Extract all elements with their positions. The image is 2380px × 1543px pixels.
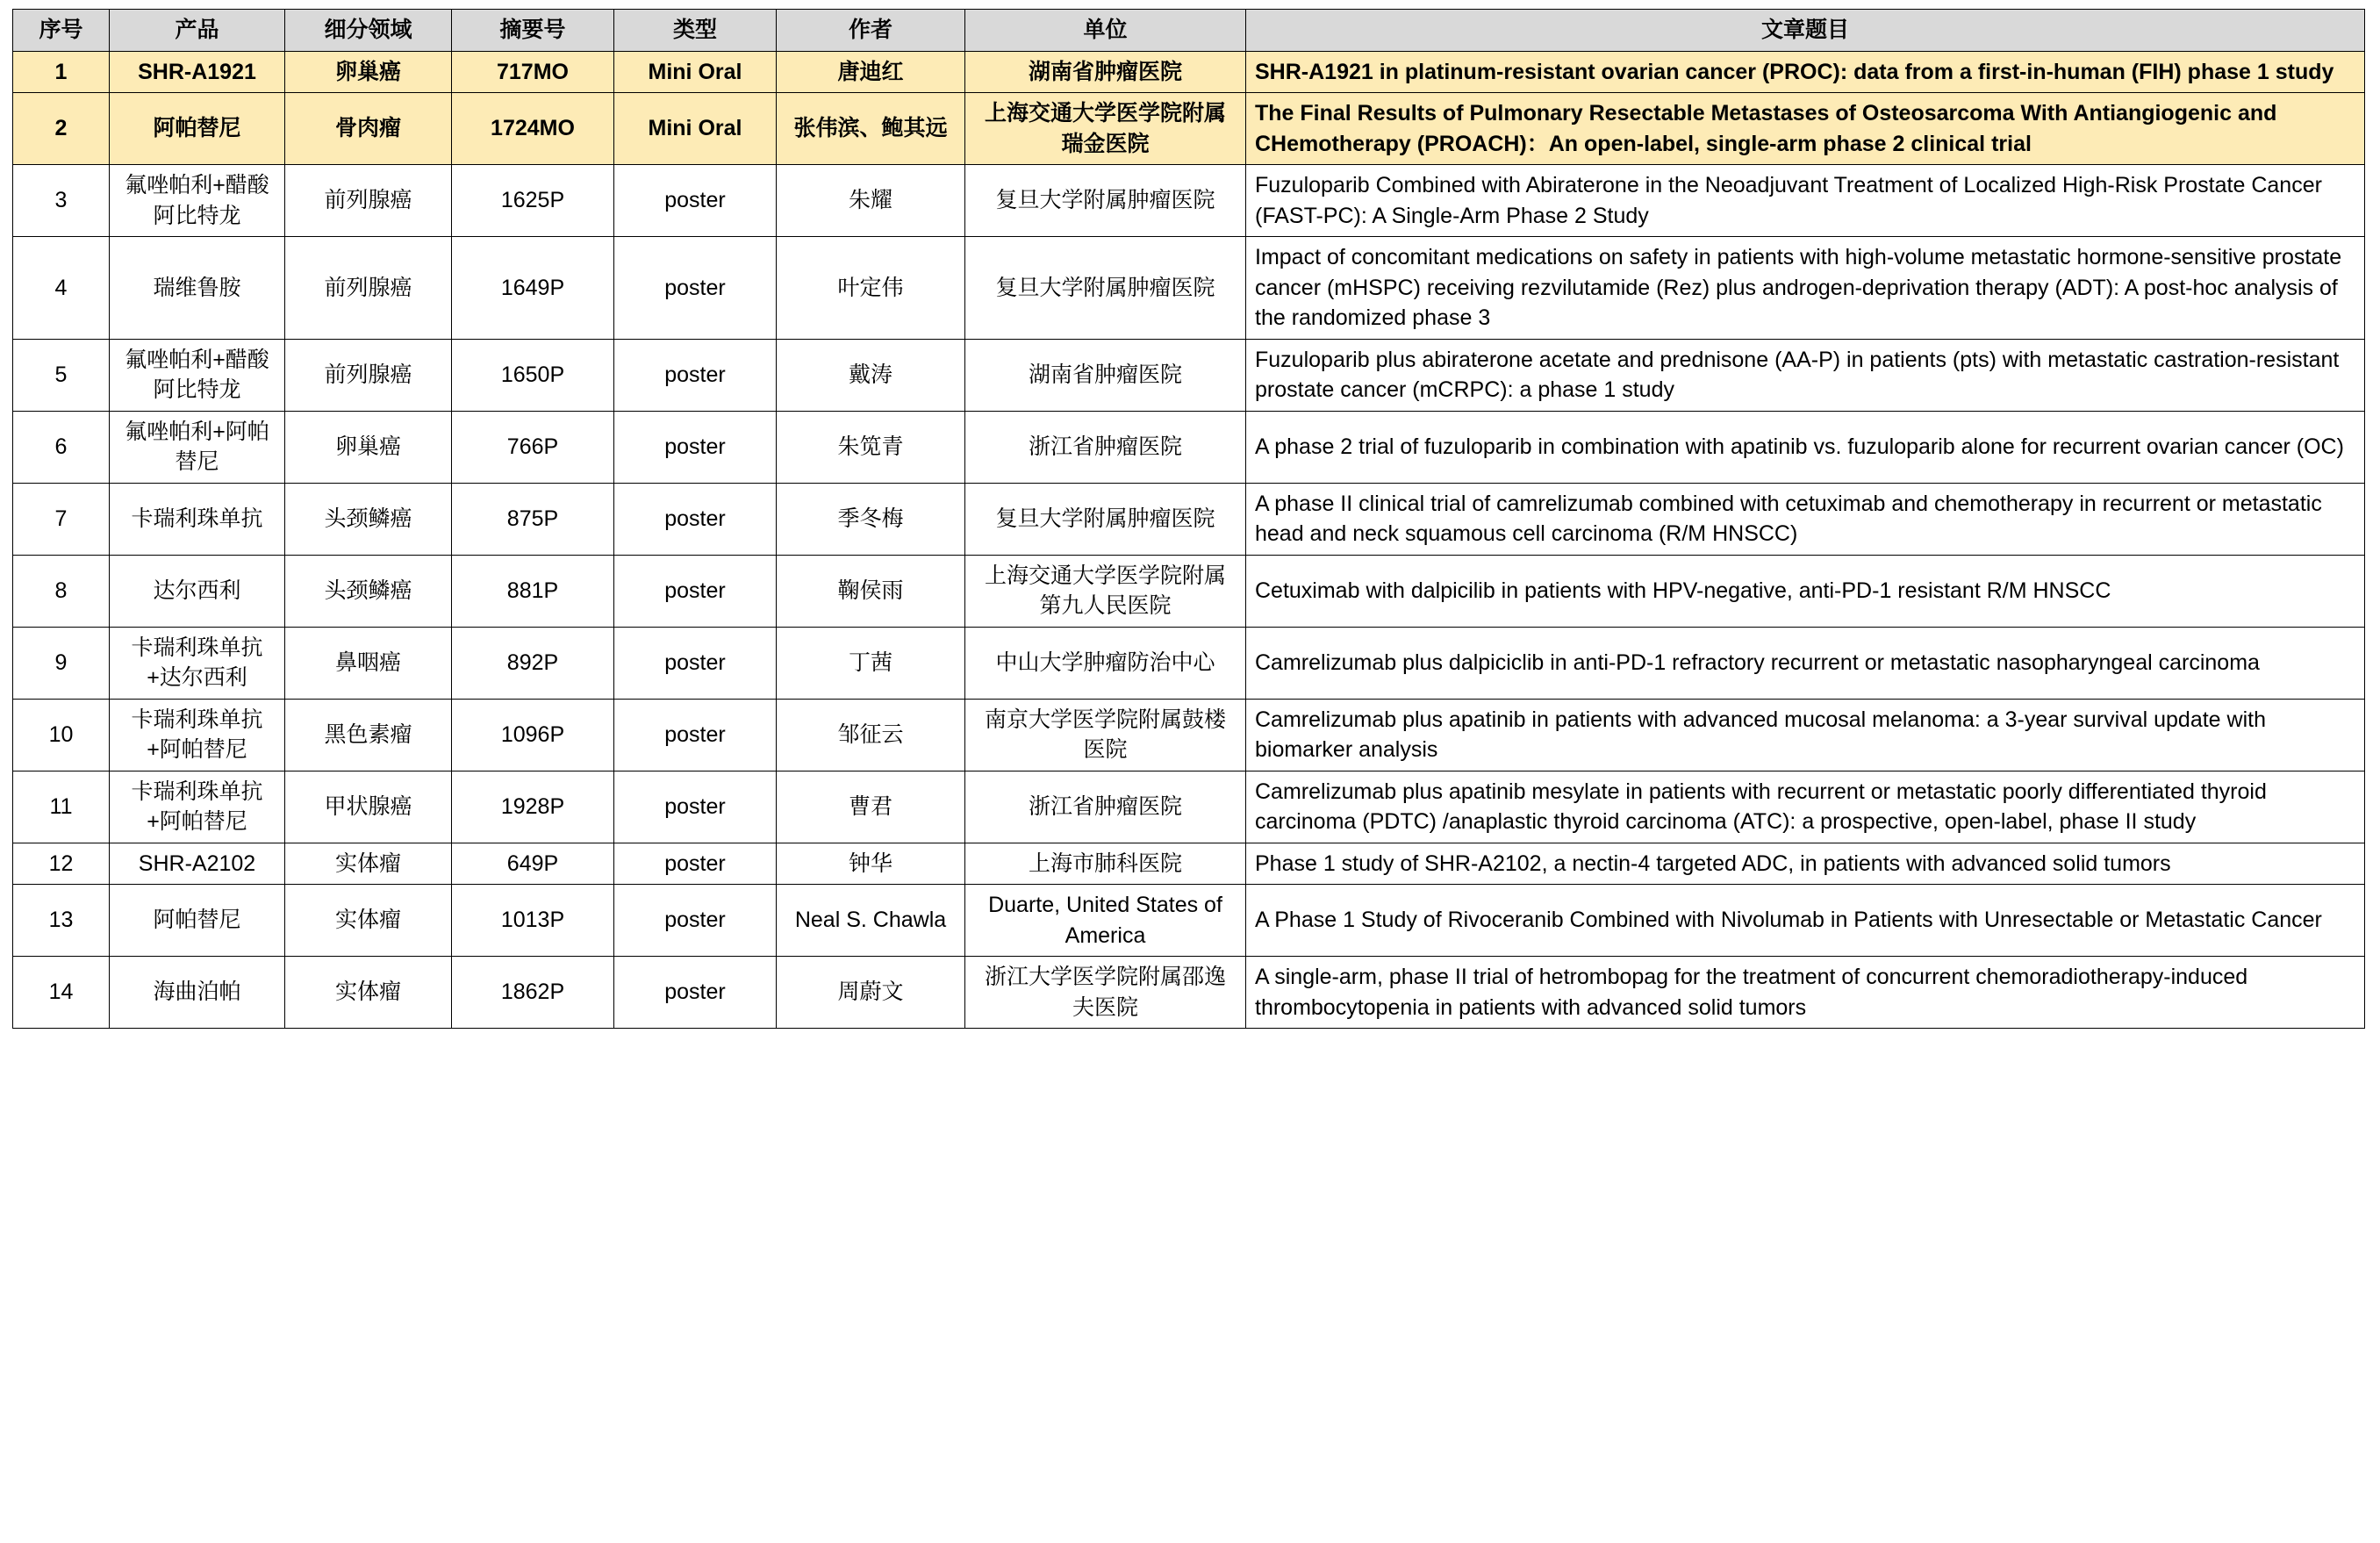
cell-product: 海曲泊帕 [110, 957, 285, 1029]
cell-title: A phase II clinical trial of camrelizumab combined with cetuximab and chemotherapy in recurrent or metastatic head and neck squamous cell carcinoma (R/M HNSCC) [1246, 483, 2365, 555]
cell-unit: 上海交通大学医学院附属第九人民医院 [965, 555, 1246, 627]
cell-type: poster [614, 699, 777, 771]
cell-abstract-no: 1649P [452, 237, 614, 340]
cell-title: The Final Results of Pulmonary Resectable Metastases of Osteosarcoma With Antiangiogenic and CHemotherapy (PROACH)：An open-label, single-arm phase 2 clinical trial [1246, 93, 2365, 165]
cell-type: poster [614, 627, 777, 699]
table-row [13, 93, 2365, 165]
cell-product: 阿帕替尼 [110, 93, 285, 165]
cell-abstract-no: 892P [452, 627, 614, 699]
cell-product: 卡瑞利珠单抗 [110, 483, 285, 555]
cell-product: 卡瑞利珠单抗+阿帕替尼 [110, 771, 285, 843]
cell-type: poster [614, 339, 777, 411]
cell-author: 朱笕青 [777, 411, 965, 483]
table-row [13, 165, 2365, 237]
cell-title: A single-arm, phase II trial of hetrombopag for the treatment of concurrent chemoradiotherapy-induced thrombocytopenia in patients with advanced solid tumors [1246, 957, 2365, 1029]
cell-title: Impact of concomitant medications on safety in patients with high-volume metastatic hormone-sensitive prostate cancer (mHSPC) receiving rezvilutamide (Rez) plus androgen-deprivation therapy (ADT): A post-hoc analysis of the randomized phase 3 [1246, 237, 2365, 340]
column-header-index: 序号 [13, 10, 110, 52]
cell-unit: 上海交通大学医学院附属瑞金医院 [965, 93, 1246, 165]
cell-abstract-no: 1625P [452, 165, 614, 237]
cell-unit: 浙江大学医学院附属邵逸夫医院 [965, 957, 1246, 1029]
cell-unit: 中山大学肿瘤防治中心 [965, 627, 1246, 699]
cell-field: 甲状腺癌 [285, 771, 452, 843]
cell-author: 鞠侯雨 [777, 555, 965, 627]
cell-abstract-no: 649P [452, 843, 614, 885]
cell-product: 氟唑帕利+醋酸阿比特龙 [110, 339, 285, 411]
cell-abstract-no: 881P [452, 555, 614, 627]
cell-type: poster [614, 483, 777, 555]
table-row [13, 957, 2365, 1029]
cell-product: SHR-A2102 [110, 843, 285, 885]
cell-product: 卡瑞利珠单抗+达尔西利 [110, 627, 285, 699]
cell-author: 张伟滨、鲍其远 [777, 93, 965, 165]
cell-index: 14 [13, 957, 110, 1029]
table-header [13, 10, 2365, 52]
table-row [13, 51, 2365, 93]
cell-author: 曹君 [777, 771, 965, 843]
cell-index: 3 [13, 165, 110, 237]
column-header-author: 作者 [777, 10, 965, 52]
cell-title: Camrelizumab plus dalpiciclib in anti-PD-1 refractory recurrent or metastatic nasopharyngeal carcinoma [1246, 627, 2365, 699]
table-row [13, 411, 2365, 483]
column-header-field: 细分领域 [285, 10, 452, 52]
cell-abstract-no: 1862P [452, 957, 614, 1029]
cell-product: 氟唑帕利+醋酸阿比特龙 [110, 165, 285, 237]
cell-type: Mini Oral [614, 93, 777, 165]
cell-field: 卵巢癌 [285, 411, 452, 483]
cell-product: 阿帕替尼 [110, 885, 285, 957]
cell-author: 朱耀 [777, 165, 965, 237]
cell-author: 邹征云 [777, 699, 965, 771]
cell-abstract-no: 1650P [452, 339, 614, 411]
cell-type: poster [614, 237, 777, 340]
cell-index: 13 [13, 885, 110, 957]
cell-unit: 复旦大学附属肿瘤医院 [965, 165, 1246, 237]
cell-index: 12 [13, 843, 110, 885]
cell-index: 4 [13, 237, 110, 340]
cell-field: 前列腺癌 [285, 339, 452, 411]
cell-author: 周蔚文 [777, 957, 965, 1029]
cell-abstract-no: 875P [452, 483, 614, 555]
cell-title: Camrelizumab plus apatinib in patients with advanced mucosal melanoma: a 3-year survival update with biomarker analysis [1246, 699, 2365, 771]
cell-author: 叶定伟 [777, 237, 965, 340]
table-row [13, 771, 2365, 843]
column-header-title: 文章题目 [1246, 10, 2365, 52]
cell-unit: 湖南省肿瘤医院 [965, 339, 1246, 411]
column-header-abstract-no: 摘要号 [452, 10, 614, 52]
cell-field: 骨肉瘤 [285, 93, 452, 165]
cell-abstract-no: 1724MO [452, 93, 614, 165]
cell-author: 季冬梅 [777, 483, 965, 555]
cell-product: SHR-A1921 [110, 51, 285, 93]
cell-unit: 南京大学医学院附属鼓楼医院 [965, 699, 1246, 771]
table-body [13, 51, 2365, 1029]
column-header-product: 产品 [110, 10, 285, 52]
cell-type: poster [614, 411, 777, 483]
cell-unit: 复旦大学附属肿瘤医院 [965, 483, 1246, 555]
cell-title: A Phase 1 Study of Rivoceranib Combined with Nivolumab in Patients with Unresectable or Metastatic Cancer [1246, 885, 2365, 957]
cell-field: 卵巢癌 [285, 51, 452, 93]
cell-field: 实体瘤 [285, 843, 452, 885]
cell-unit: Duarte, United States of America [965, 885, 1246, 957]
cell-field: 头颈鳞癌 [285, 483, 452, 555]
cell-index: 8 [13, 555, 110, 627]
cell-abstract-no: 717MO [452, 51, 614, 93]
cell-product: 卡瑞利珠单抗+阿帕替尼 [110, 699, 285, 771]
cell-title: A phase 2 trial of fuzuloparib in combination with apatinib vs. fuzuloparib alone for recurrent ovarian cancer (OC) [1246, 411, 2365, 483]
cell-unit: 湖南省肿瘤医院 [965, 51, 1246, 93]
cell-author: 唐迪红 [777, 51, 965, 93]
cell-type: Mini Oral [614, 51, 777, 93]
table-row [13, 843, 2365, 885]
cell-type: poster [614, 843, 777, 885]
cell-index: 5 [13, 339, 110, 411]
table-row [13, 699, 2365, 771]
cell-field: 黑色素瘤 [285, 699, 452, 771]
cell-field: 实体瘤 [285, 885, 452, 957]
cell-unit: 上海市肺科医院 [965, 843, 1246, 885]
cell-abstract-no: 1096P [452, 699, 614, 771]
cell-title: Fuzuloparib plus abiraterone acetate and prednisone (AA-P) in patients (pts) with metastatic castration-resistant prostate cancer (mCRPC): a phase 1 study [1246, 339, 2365, 411]
cell-field: 头颈鳞癌 [285, 555, 452, 627]
cell-abstract-no: 766P [452, 411, 614, 483]
cell-product: 氟唑帕利+阿帕替尼 [110, 411, 285, 483]
cell-author: 丁茜 [777, 627, 965, 699]
cell-title: SHR-A1921 in platinum-resistant ovarian cancer (PROC): data from a first-in-human (FIH) phase 1 study [1246, 51, 2365, 93]
cell-author: Neal S. Chawla [777, 885, 965, 957]
cell-index: 10 [13, 699, 110, 771]
cell-field: 实体瘤 [285, 957, 452, 1029]
cell-type: poster [614, 771, 777, 843]
cell-product: 达尔西利 [110, 555, 285, 627]
table-row [13, 627, 2365, 699]
cell-index: 9 [13, 627, 110, 699]
table-header-row [13, 10, 2365, 52]
cell-title: Fuzuloparib Combined with Abiraterone in the Neoadjuvant Treatment of Localized High-Risk Prostate Cancer (FAST-PC): A Single-Arm Phase 2 Study [1246, 165, 2365, 237]
cell-abstract-no: 1928P [452, 771, 614, 843]
table-row [13, 237, 2365, 340]
cell-field: 前列腺癌 [285, 237, 452, 340]
table-row [13, 885, 2365, 957]
cell-unit: 浙江省肿瘤医院 [965, 411, 1246, 483]
cell-type: poster [614, 555, 777, 627]
cell-author: 戴涛 [777, 339, 965, 411]
cell-index: 7 [13, 483, 110, 555]
cell-index: 1 [13, 51, 110, 93]
cell-type: poster [614, 885, 777, 957]
cell-abstract-no: 1013P [452, 885, 614, 957]
cell-author: 钟华 [777, 843, 965, 885]
cell-field: 前列腺癌 [285, 165, 452, 237]
column-header-type: 类型 [614, 10, 777, 52]
table-row [13, 555, 2365, 627]
column-header-unit: 单位 [965, 10, 1246, 52]
cell-type: poster [614, 165, 777, 237]
cell-type: poster [614, 957, 777, 1029]
cell-unit: 复旦大学附属肿瘤医院 [965, 237, 1246, 340]
cell-title: Cetuximab with dalpicilib in patients with HPV-negative, anti-PD-1 resistant R/M HNSCC [1246, 555, 2365, 627]
cell-unit: 浙江省肿瘤医院 [965, 771, 1246, 843]
cell-index: 2 [13, 93, 110, 165]
cell-index: 11 [13, 771, 110, 843]
cell-title: Phase 1 study of SHR-A2102, a nectin-4 targeted ADC, in patients with advanced solid tumors [1246, 843, 2365, 885]
cell-field: 鼻咽癌 [285, 627, 452, 699]
table-row [13, 339, 2365, 411]
cell-title: Camrelizumab plus apatinib mesylate in patients with recurrent or metastatic poorly differentiated thyroid carcinoma (PDTC) /anaplastic thyroid carcinoma (ATC): a prospective, open-label, phase II study [1246, 771, 2365, 843]
abstracts-table [12, 9, 2365, 1029]
cell-index: 6 [13, 411, 110, 483]
cell-product: 瑞维鲁胺 [110, 237, 285, 340]
table-row [13, 483, 2365, 555]
